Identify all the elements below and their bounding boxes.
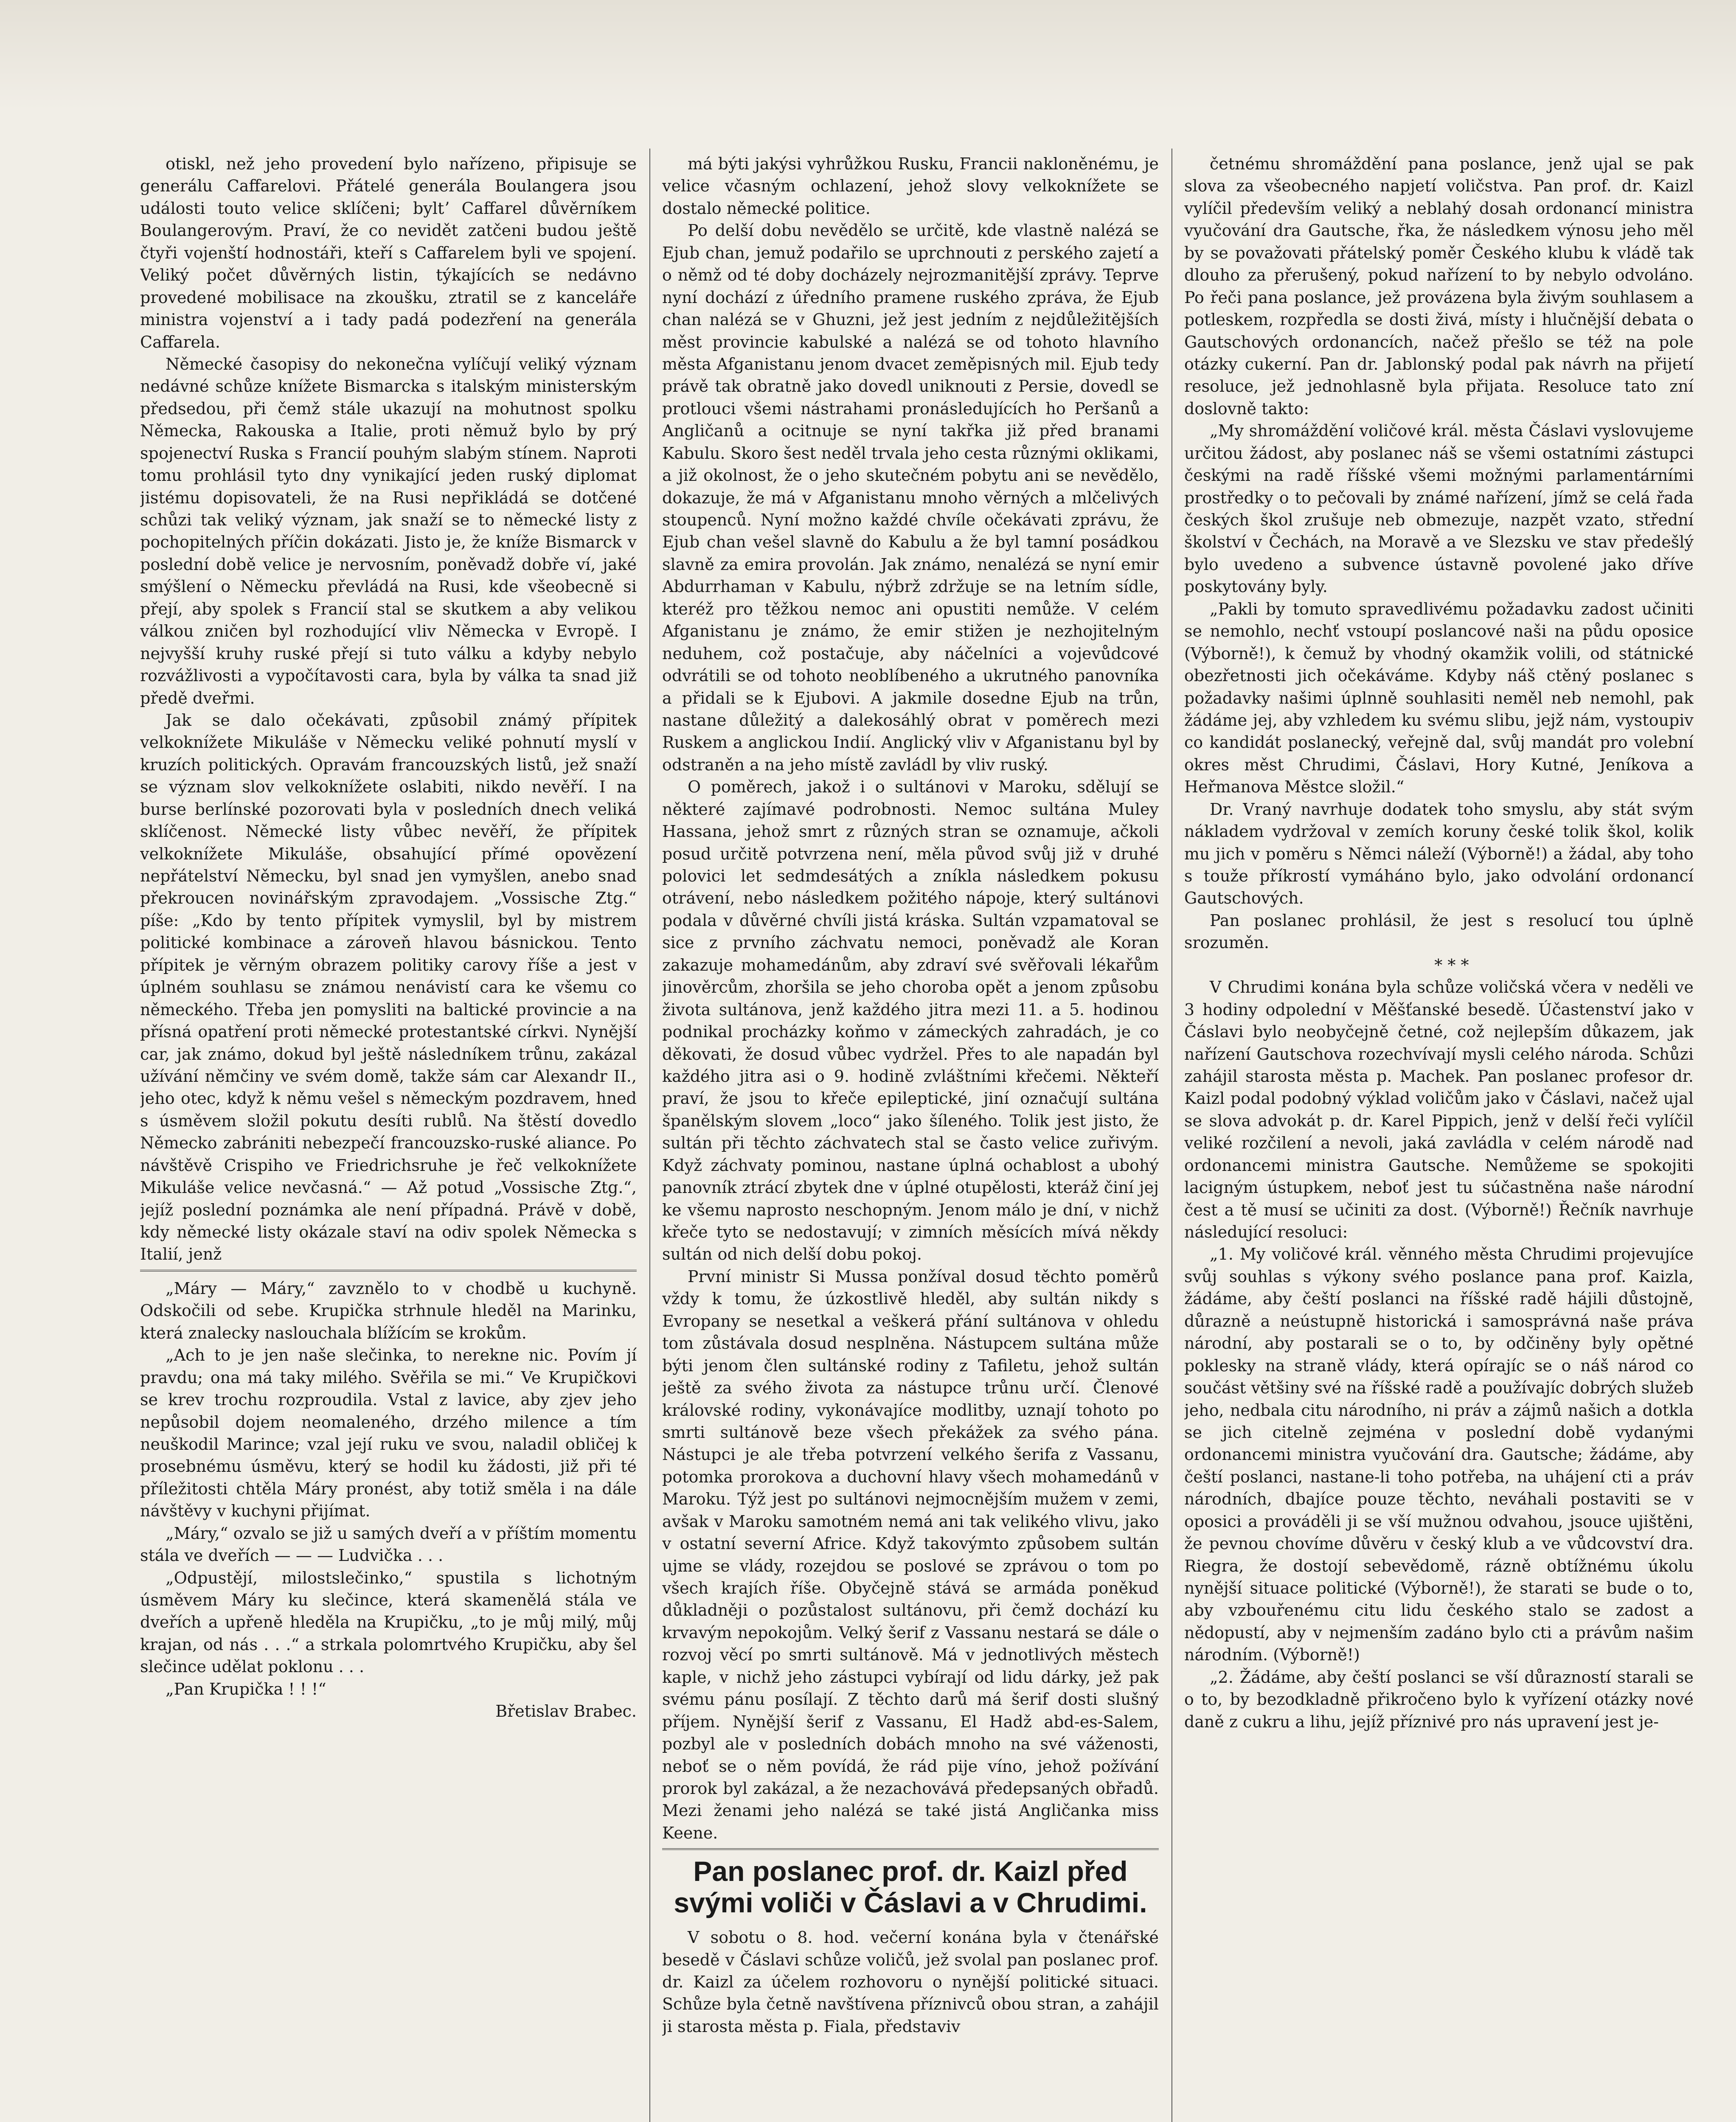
article-paragraph: V sobotu o 8. hod. večerní konána byla v čtenářské besedě v Čáslavi schůze voličů, jež svolal pan poslanec prof. dr. Kaizl za účelem rozhovoru o nynější politické situaci. Schůze byla četně navštívena příznivců obou stran, a zahájil ji starosta města p. Fiala, představiv (662, 1928, 1159, 2036)
article-paragraph: otiskl, než jeho provedení bylo nařízeno, připisuje se generálu Caffarelovi. Přátelé generála Boulangera jsou události touto velice sklíčeni; byltʼ Caffarel důvěrníkem Boulangerovým. Praví, že co nevidět zatčeni budou ještě čtyři vojenští hodnostáři, kteří s Caffarelem byli ve spojení. Veliký počet důvěrných listin, týkajících se nedávno provedené mobilisace na zkoušku, ztratil se z kanceláře ministra vojenství a i tady padá podezření na generála Caffarela. (140, 154, 637, 351)
feuilleton-paragraph: „Máry,“ ozvalo se již u samých dveří a v příštím momentu stála ve dveřích — — — Ludvička . . . (140, 1524, 637, 1565)
feuilleton-paragraph: „Ach to je jen naše slečinka, to nerekne nic. Povím jí pravdu; ona má taky milého. Svěřila se mi.“ Ve Krupičkovi se krev trochu rozproudila. Vstal z lavice, aby zjev jeho nepůsobil dojem neomaleného, drzého milence a tím neuškodil Marince; vzal její ruku ve svou, naladil obličej k prosebnému úsměvu, který se hodil ku žádosti, již při té příležitosti chtěla Máry pronést, aby totiž směla i na dále návštěvy v kuchyni přijímat. (140, 1346, 637, 1521)
feuilleton-divider (140, 1270, 637, 1272)
column-2 (662, 153, 1159, 2122)
article-paragraph: První ministr Si Mussa ponžíval dosud těchto poměrů vždy k tomu, že úzkostlivě hleděl, aby sultán nikdy s Evropany se nesetkal a veškerá přání sultánova v ohledu tom zůstávala dosud nesplněna. Nástupcem sultána může býti jenom člen sultánské rodiny z Tafiletu, jehož sultán ještě za svého života za nástupce trůnu určí. Členové královské rodiny, vykonávajíce modlitby, uznají tohoto po smrti sultánově beze všech překážek za svého pána. Nástupci je ale třeba potvrzení velkého šerifa z Vassanu, potomka prorokova a duchovní hlavy všech mohamedánů v Maroku. Týž jest po sultánovi nejmocnějším mužem v zemi, avšak v Maroku samotném nemá ani tak velikého vlivu, jako v ostatní severní Africe. Když takovýmto způsobem sultán ujme se vlády, rozejdou se poslové se zprávou o tom po všech krajích říše. Obyčejně stává se armáda poněkud důkladněji o pozůstalost sultánovu, při čemž dochází ku krvavým nepokojům. Velký šerif z Vassanu nestará se dále o rozvoj věcí po smrti sultánově. Má v jednotlivých městech kaple, v nichž jeho zástupci vybírají od lidu dárky, jež pak svému pánu posílají. Z těchto darů má šerif dosti slušný příjem. Nynější šerif z Vassanu, El Hadž abd-es-Salem, pozbyl ale v posledních dobách mnoho na své váženosti, neboť se o něm povídá, že rád pije víno, jehož požívání prorok byl zakázal, a že nezachovává předepsaných obřadů. Mezi ženami jeho nalézá se také jistá Angličanka miss Keene. (662, 1267, 1159, 1842)
article-paragraph: „My shromáždění voličové král. města Čáslavi vyslovujeme určitou žádost, aby poslanec náš se všemi ostatními zástupci českými na radě říšské všemi možnými parlamentárními prostředky o to pečovali by známé nařízení, jímž se celá řada českých škol zrušuje neb obmezuje, nazpět vzato, střední školství v Čechách, na Moravě a ve Slezsku ve stav předešlý bylo uvedeno a subvence ústavně povolené jako dříve poskytovány byly. (1184, 421, 1694, 596)
article-heading: Pan poslanec prof. dr. Kaizl před svými voliči v Čáslavi a v Chrudimi. (674, 1855, 1147, 1919)
article-paragraph: Dr. Vraný navrhuje dodatek toho smyslu, aby stát svým nákladem vydržoval v zemích koruny české tolik škol, kolik mu jich v poměru s Němci náleží (Výborně!) a žádal, aby toho s touže příkrostí vymáháno bylo, jako odvolání ordonancí Gautschových. (1184, 800, 1694, 908)
article-paragraph: Pan poslanec prohlásil, že jest s resolucí tou úplně srozuměn. (1184, 911, 1694, 952)
article-paragraph: V Chrudimi konána byla schůze voličská včera v neděli ve 3 hodiny odpolední v Měšťanské besedě. Účastenství jako v Čáslavi bylo neobyčejně četné, což nejlepším důkazem, jak nařízení Gautschova rozechvívají mysli celého národa. Schůzi zahájil starosta města p. Machek. Pan poslanec profesor dr. Kaizl podal podobný výklad voličům jako v Čáslavi, načež ujal se slova advokát p. dr. Karel Pippich, jenž v delší řeči vylíčil veliké rozčilení a nevoli, jaká zavládla v celém národě nad ordonancemi ministra Gautsche. Nemůžeme se spokojiti lacigným ústupkem, neboť jest tu súčastněna naše národní čest a tě musí se učiniti za dost. (Výborně!) Řečník navrhuje následující resoluci: (1184, 978, 1694, 1241)
page-top-margin (0, 0, 1736, 110)
column-3 (1184, 153, 1694, 2122)
section-divider (662, 1848, 1159, 1850)
feuilleton-paragraph: „Pan Krupička ! ! !“ (166, 1679, 326, 1698)
article-paragraph: „2. Žádáme, aby čeští poslanci se vší důrazností starali se o to, by bezodkladně přikročeno bylo k vyřízení otázky nové daně z cukru a lihu, jejíž příznivé pro nás upravení jest je- (1184, 1667, 1694, 1731)
feuilleton-paragraph: „Odpustějí, milostslečinko,“ spustila s lichotným úsměvem Máry ku slečince, která skamenělá stála ve dveřích a upřeně hleděla na Krupičku, „to je můj milý, můj krajan, od nás . . .“ a strkala polomrtvého Krupičku, aby šel slečince udělat poklonu . . . (140, 1568, 637, 1676)
column-separator (649, 149, 650, 2122)
article-paragraph: Jak se dalo očekávati, způsobil známý přípitek velkoknížete Mikuláše v Německu veliké pohnutí myslí v kruzích politických. Opravám francouzských listů, jež snaží se význam slov velkoknížete oslabiti, nikdo nevěří. I na burse berlínské pozorovati byla v posledních dnech veliká sklíčenost. Německé listy vůbec nevěří, že přípitek velkoknížete Mikuláše, obsahující přímé opovězení nepřátelství Německu, byl snad jen vymyšlen, anebo snad překroucen novinářským zpravodajem. „Vossische Ztg.“ píše: „Kdo by tento přípitek vymyslil, byl by mistrem politické kombinace a zároveň hlavou básnickou. Tento přípitek je věrným obrazem politiky carovy říše a jest v úplném souhlasu se známou nenávistí cara ke všemu co německého. Třeba jen pomysliti na baltické provincie a na přísná opatření proti německé protestantské církvi. Nynější car, jak známo, dokud byl ještě následníkem trůnu, zakázal užívání němčiny ve svém domě, takže sám car Alexandr II., jeho otec, když k němu vešel s německým pozdravem, hned s úsměvem složil pokutu desíti rublů. Na štěstí dovedlo Německo zabrániti nebezpečí francouzsko-ruské aliance. Po návštěvě Crispiho ve Friedrichsruhe je řeč velkoknížete Mikuláše velice nevčasná.“ — Až potud „Vossische Ztg.“, jejíž poslední poznámka ale není případná. Právě v době, kdy německé listy okázale staví na odiv spolek Německa s Italií, jenž (140, 710, 637, 1264)
section-separator: * * * (1434, 955, 1469, 974)
author-signature: Břetislav Brabec. (495, 1702, 637, 1721)
article-paragraph: „1. My voličové král. věnného města Chrudimi projevujíce svůj souhlas s výkony svého poslance pana prof. Kaizla, žádáme, aby čeští poslanci na říšské radě hájili důstojně, důrazně a neústupně historická i samosprávná naše práva národní, aby postarali se o to, by odčiněny byly opětné poklesky na straně vlády, která opírajíc se o náš národ co součást většiny své na říšské radě a používajíc dobrých služeb jeho, nedbala citu národního, ni práv a zájmů našich a dotkla se jich citelně zejména v poslední době vydanými ordonancemi ministra vyučování dra. Gautsche; žádáme, aby čeští poslanci, nastane-li toho potřeba, na uhájení cti a práv národních, dbajíce pouze těchto, neváhali postaviti se v oposici a prováděli ji se vší mužnou odvahou, jsouce ujištěni, že pevnou chovíme důvěru v český klub a ve vůdcovství dra. Riegra, že dostojí sebevědomě, rázně obtížnému úkolu nynější situace politické (Výborně!), že starati se bude o to, aby vzbouřenému citu lidu českého stalo se zadost a nědopustí, aby v nejmenším zadáno bylo cti a právům našim národním. (Výborně!) (1184, 1245, 1694, 1664)
article-paragraph: O poměrech, jakož i o sultánovi v Maroku, sdělují se některé zajímavé podrobnosti. Nemoc sultána Muley Hassana, jehož smrt z různých stran se oznamuje, ačkoli posud určitě potvrzena není, měla původ svůj již v druhé polovici let sedmdesátých a zníkla následkem pokusu otrávení, nebo následkem požitého nápoje, který sultánovi podala v důvěrné chvíli jistá kráska. Sultán vzpamatoval se sice z prvního záchvatu nemoci, poněvadž ale Koran zakazuje mohamedánům, aby zdraví své svěřovali lékařům jinověrcům, zhoršila se jeho choroba opět a jenom způsobu života sultánova, jenž každého jitra mezi 11. a 5. hodinou podnikal procházky koňmo v zámeckých zahradách, je co děkovati, že dosud vůbec vydržel. Přes to ale napadán byl každého jitra asi o 9. hodině zvláštními křečemi. Někteří praví, že jsou to křeče epileptické, jiní označují sultána španělským slovem „loco“ jako šíleného. Tolik jest jisto, že sultán při těchto záchvatech stal se často velice zuřivým. Když záchvaty pominou, nastane úplná ochablost a ubohý panovník ztrácí zbytek dne v úplné otupělosti, kteráž činí jej ke všemu naprosto neschopným. Jenom málo je dní, v nichž křeče tyto se nedostavují; v zimních měsících mívá někdy sultán od nich delší dobu pokoj. (662, 778, 1159, 1264)
article-paragraph: Po delší dobu nevědělo se určitě, kde vlastně nalézá se Ejub chan, jemuž podařilo se uprchnouti z perského zajetí a o němž od té doby docházely nejrozmanitější zprávy. Teprve nyní dochází z úředního pramene ruského zpráva, že Ejub chan nalézá se v Ghuzni, jež jest jedním z nejdůležitějších měst provincie kabulské a nalézá se od tohoto hlavního města Afganistanu jenom dvacet zeměpisných mil. Ejub tedy právě tak obratně jako dovedl uniknouti z Persie, dovedl se protlouci všemi nástrahami pronásledujících ho Peršanů a Angličanů a ocitnuje se nyní takřka již před branami Kabulu. Skoro šest neděl trvala jeho cesta různými oklikami, a již okolnost, že o jeho skutečném pobytu ani se nevědělo, dokazuje, že má v Afganistanu mnoho věrných a mlčelivých stoupenců. Nyní možno každé chvíle očekávati zprávu, že Ejub chan vešel slavně do Kabulu a že byl tamní posádkou slavně za emira provolán. Jak známo, nenalézá se nyní emir Abdurrhaman v Kabulu, nýbrž zdržuje se na letním sídle, kteréž pro těžkou nemoc ani opustiti nemůže. V celém Afganistanu je známo, že emir stižen je nezhojitelným neduhem, což postačuje, aby náčelníci a vojevůdcové odvrátili se od tohoto neoblíbeného a ukrutného panovníka a přidali se k Ejubovi. A jakmile dosedne Ejub na trůn, nastane důležitý a dalekosáhlý obrat v poměrech mezi Ruskem a anglickou Indií. Anglický vliv v Afganistanu byl by odstraněn a na jeho místě zavládl by vliv ruský. (662, 221, 1159, 774)
column-1 (140, 153, 637, 2122)
article-paragraph: má býti jakýsi vyhrůžkou Rusku, Francii nakloněnému, je velice včasným ochlazení, jehož slovy velkoknížete se dostalo německé politice. (662, 154, 1159, 218)
column-separator (1171, 149, 1172, 2122)
article-paragraph: četnému shromáždění pana poslance, jenž ujal se pak slova za všeobecného napjetí voličstva. Pan prof. dr. Kaizl vylíčil především veliký a neblahý dosah ordonancí ministra vyučování dra Gautsche, řka, že následkem výnosu jeho měl by se považovati přátelský poměr Českého klubu k vládě tak dlouho za přerušený, pokud nařízení to by nebylo odvoláno. Po řeči pana poslance, jež provázena byla živým souhlasem a potleskem, rozpředla se dosti živá, místy i hlučnější debata o Gautschových ordonancích, načež přešlo se též na pole otázky cukerní. Pan dr. Jablonský podal pak návrh na přijetí resoluce, jež jednohlasně byla přijata. Resoluce tato zní doslovně takto: (1184, 154, 1694, 418)
feuilleton-paragraph: „Máry — Máry,“ zavznělo to v chodbě u kuchyně. Odskočili od sebe. Krupička strhnule hleděl na Marinku, která znalecky naslouchala blížícím se krokům. (140, 1279, 637, 1342)
article-paragraph: Německé časopisy do nekonečna vylíčují veliký význam nedávné schůze knížete Bismarcka s italským ministerským předsedou, při čemž stále ukazují na mohutnost spolku Německa, Rakouska a Italie, proti němuž bylo by prý spojenectví Ruska s Francií pouhým slabým stínem. Naproti tomu prohlásil tyto dny vynikající jeden ruský diplomat jistému dopisovateli, že na Rusi nepřikládá se dotčené schůzi tak veliký význam, jak snaží se to německé listy z pochopitelných příčin dokázati. Jisto je, že kníže Bismarck v poslední době velice je nervosním, poněvadž dobře ví, jaké smýšlení o Německu převládá na Rusi, kde všeobecně si přejí, aby spolek s Francií stal se skutkem a aby velikou válkou zničen byl rozhodující vliv Německa v Evropě. I nejvyšší kruhy ruské přejí si tuto válku a kdyby nebylo rozvážlivosti a vypočítavosti cara, byla by válka ta snad již předě dveřmi. (140, 354, 637, 707)
article-paragraph: „Pakli by tomuto spravedlivému požadavku zadost učiniti se nemohlo, nechť vstoupí poslancové naši na půdu oposice (Výborně!), k čemuž by vhodný okamžik volili, od státnické obezřetnosti jich očekáváme. Kdyby náš ctěný poslanec s požadavky našimi úplnně souhlasiti neměl neb nemohl, pak žádáme jej, aby vzhledem ku svému slibu, jejž nám, vystoupiv co kandidát poslanecký, veřejně dal, svůj mandát pro volební okres měst Chrudimi, Čáslavi, Hory Kutné, Jeníkova a Heřmanova Městce složil.“ (1184, 599, 1694, 797)
